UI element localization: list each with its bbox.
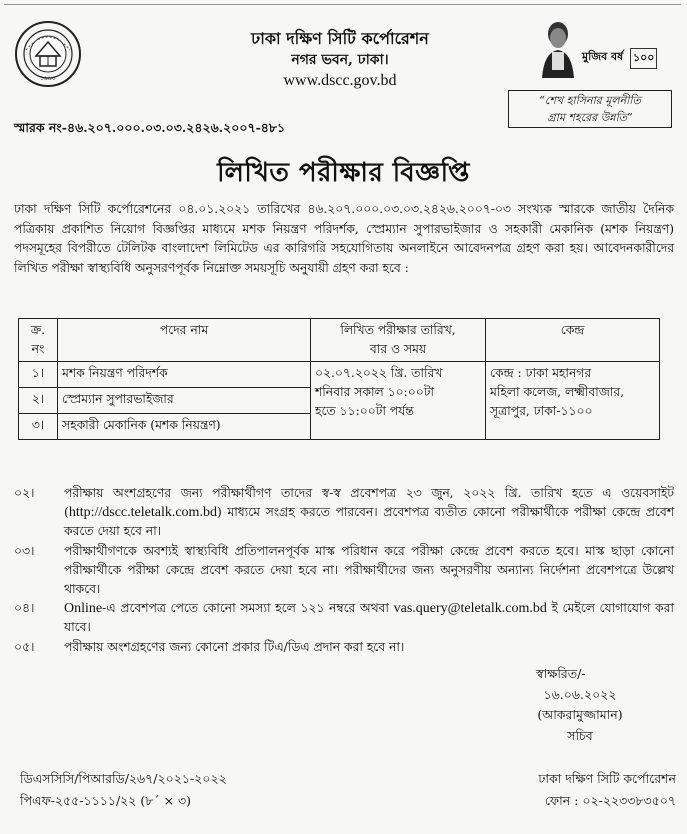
signed-label: স্বাক্ষরিত/- — [536, 666, 586, 681]
header-date — [311, 319, 486, 362]
slogan-line-1: “শেখ হাসিনার মূলনীতি — [539, 94, 641, 107]
header-post: পদের নাম — [58, 319, 311, 362]
row-serial: ১। — [19, 362, 58, 388]
schedule-line-2: শনিবার সকাল ১০:০০টা — [315, 385, 434, 399]
instruction-item — [14, 638, 674, 657]
header-date-line-2: বার ও সময় — [369, 342, 427, 356]
instruction-item — [14, 542, 674, 600]
exam-center-cell — [486, 362, 660, 440]
header-serial: ক্র. নং — [19, 319, 58, 362]
table-header-row — [19, 319, 660, 362]
instructions-list — [14, 484, 674, 657]
instruction-number: ০৫। — [14, 639, 35, 654]
mujib-borsho-logo — [538, 18, 658, 90]
org-website[interactable]: www.dscc.gov.bd — [283, 72, 397, 89]
footer-ref-1: ডিএসসিসি/পিআরডি/২৬৭/২০২১-২০২২ — [20, 771, 227, 786]
instruction-number: ০৩। — [14, 543, 35, 558]
instruction-text: পরীক্ষার্থীগণকে অবশ্যই স্বাস্থ্যবিধি প্রতিপালনপূর্বক মাস্ক পরিধান করে পরীক্ষা কেন্দ্রে প্রবেশ করতে হবে। মাস্ক ছাড়া কোনো পরীক্ষার্থীকে পরীক্ষা কেন্দ্রে প্রবেশ করতে দেয়া হবে না। পরীক্ষার্থীদের জন্য অনুসরণীয় অন্যান্য নির্দেশনা প্রবেশপত্রে উল্লেখ থাকবে। — [64, 543, 674, 597]
slogan-line-2: গ্রাম শহরের উন্নতি” — [547, 111, 633, 124]
signatory-phone: ফোন : ০২-২২৩৩৮৩৫০৭ — [544, 793, 676, 808]
org-name: ঢাকা দক্ষিণ সিটি কর্পোরেশন — [251, 29, 429, 48]
instruction-latin-text: Online — [64, 601, 103, 617]
mujib-logo-text: মুজিব বর্ষ — [582, 50, 624, 63]
dscc-logo-icon — [14, 20, 82, 88]
exam-schedule-table — [18, 318, 660, 440]
mujib-logo-number: ১০০ — [630, 48, 657, 69]
notice-title: লিখিত পরীক্ষার বিজ্ঞপ্তি — [217, 158, 470, 188]
instruction-text: ) মাধ্যমে সংগ্রহ করতে পারবেন। প্রবেশপত্র ব্যতীত কোনো পরীক্ষার্থীকে পরীক্ষা কেন্দ্রে প্রবেশ করতে দেয়া হবে না। — [64, 505, 674, 539]
center-line-1: কেন্দ্র : ঢাকা মহানগর — [490, 366, 592, 380]
instruction-text: -এ প্রবেশপত্র পেতে কোনো সমস্যা হলে ১২১ নম্বরে অথবা — [102, 601, 394, 616]
exam-schedule-cell — [311, 362, 486, 440]
support-email-link[interactable]: vas.query@teletalk.com.bd — [393, 601, 547, 617]
schedule-line-3: হতে ১১:০০টা পর্যন্ত — [315, 404, 414, 418]
header-center: কেন্দ্র — [486, 319, 660, 362]
memo-number: স্মারক নং-৪৬.২০৭.০০০.০৩.০৩.২৪২৬.২০০৭-৪৮১ — [14, 120, 286, 135]
row-post: স্প্রেম্যান সুপারভাইজার — [58, 388, 311, 414]
admit-card-link[interactable]: http://dscc.teletalk.com.bd — [68, 505, 217, 521]
row-serial: ২। — [19, 388, 58, 414]
row-serial: ৩। — [19, 414, 58, 440]
instruction-item — [14, 599, 674, 637]
instruction-text: ই মেইলে যোগাযোগ করা যাবে। — [64, 601, 674, 635]
signatory-name: (আকরামুজ্জামান) — [537, 707, 623, 722]
signature-date: ১৬.০৬.২০২২ — [543, 686, 617, 702]
center-line-3: সূত্রাপুর, ঢাকা-১১০০ — [490, 404, 593, 418]
header-date-line-1: লিখিত পরীক্ষার তারিখ, — [340, 323, 456, 337]
instruction-text: পরীক্ষায় অংশগ্রহণের জন্য কোনো প্রকার টিএ/ডিএ প্রদান করা হবে না। — [64, 639, 405, 654]
signature-block — [480, 664, 680, 746]
instruction-number: ০৪। — [14, 601, 35, 616]
logo-year: ১৯৯০ — [40, 75, 56, 82]
instruction-text: পরীক্ষায় অংশগ্রহণের জন্য পরীক্ষার্থীগণ তাদের স্ব-স্ব প্রবেশপত্র ২৩ জুন, ২০২২ খ্রি. তারিখ হতে এ ওয়েবসাইট ( — [64, 486, 674, 520]
schedule-line-1: ০২.০৭.২০২২ খ্রি. তারিখ — [315, 366, 443, 380]
row-post: মশক নিয়ন্ত্রণ পরিদর্শক — [58, 362, 311, 388]
portrait-icon — [538, 18, 576, 78]
table-row — [19, 362, 660, 388]
instruction-number: ০২। — [14, 486, 35, 500]
row-post: সহকারী মেকানিক (মশক নিয়ন্ত্রণ) — [58, 414, 311, 440]
footer-references — [20, 768, 227, 812]
instruction-item — [14, 484, 674, 542]
signatory-designation: সচিব — [567, 727, 593, 743]
signatory-org: ঢাকা দক্ষিণ সিটি কর্পোরেশন — [538, 771, 676, 786]
center-line-2: মহিলা কলেজ, লক্ষ্মীবাজার, — [490, 385, 624, 399]
footer-contact — [456, 768, 676, 812]
header — [190, 28, 490, 92]
slogan-box — [508, 90, 672, 128]
intro-paragraph: ঢাকা দক্ষিণ সিটি কর্পোরেশনের ০৪.০১.২০২১ তারিখের ৪৬.২০৭.০০০.০৩.০৩.২৪২৬.২০০৭-০৩ সংখ্যক স্মারকে জাতীয় দৈনিক পত্রিকায় প্রকাশিত নিয়োগ বিজ্ঞপ্তির মাধ্যমে মশক নিয়ন্ত্রণ পরিদর্শক, স্প্রেম্যান সুপারভাইজার ও সহকারী মেকানিক (মশক নিয়ন্ত্রণ) পদসমূহের বিপরীতে টেলিটক বাংলাদেশ লিমিটেড এর কারিগরি সহযোগিতায় অনলাইনে আবেদনপত্র গ্রহণ করা হয়। আবেদনকারীদের লিখিত পরীক্ষা স্বাস্থ্যবিধি অনুসরণপূর্বক নিম্নোক্ত সময়সূচি অনুযায়ী গ্রহণ করা হবে : — [14, 202, 674, 275]
footer-ref-2: পিএফ-২৫৫-১১১১/২২ (৮´ × ৩) — [20, 793, 192, 808]
org-address: নগর ভবন, ঢাকা। — [291, 52, 389, 68]
